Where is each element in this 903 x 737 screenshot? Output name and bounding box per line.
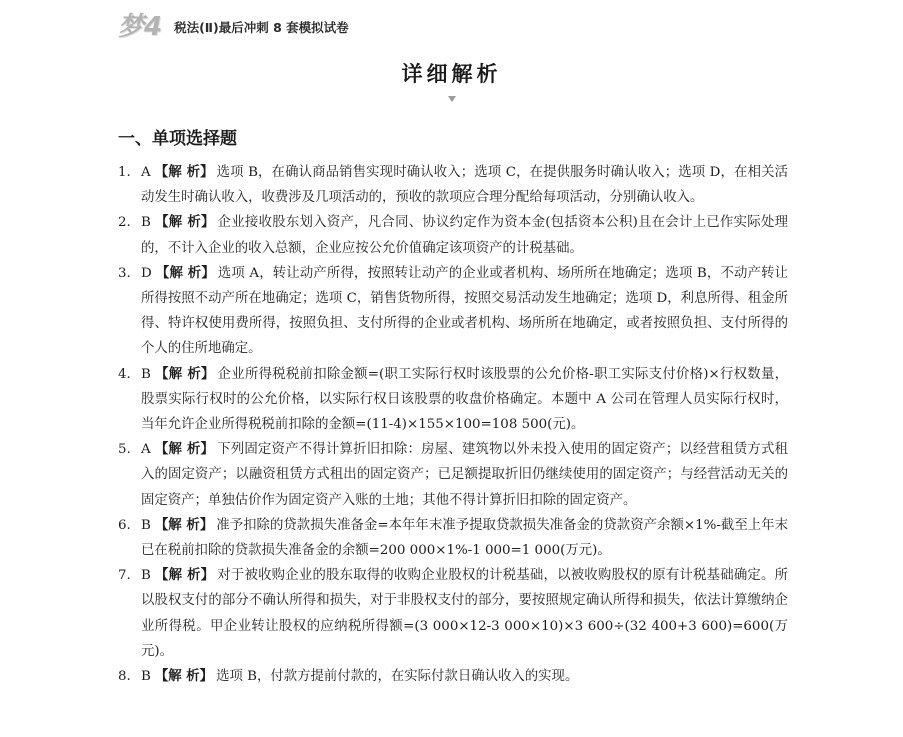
item-text: 企业所得税税前扣除金额=(职工实际行权时该股票的公允价格-职工实际支付价格)×行权数量，股票实际行权时的公允价格，以实际行权日该股票的收盘价格确定。本题中 A 公司在管理人员实际行权时，当年允许企业所得税税前扣除的金额=(11-4)×155×100=108 500(元)。 [141,366,788,433]
answer-item-7 [118,563,788,664]
item-answer: A [141,165,151,180]
answer-item-4 [118,362,788,438]
analysis-tag: 【解 析】 [154,165,214,180]
analysis-tag: 【解 析】 [154,568,215,584]
item-content [141,664,788,689]
answer-item-1 [118,160,788,210]
answer-item-5 [118,437,788,513]
item-answer: D [141,265,152,281]
analysis-tag: 【解 析】 [154,669,214,685]
item-answer: B [141,669,151,685]
part-heading: 一、单项选择题 [118,129,237,149]
page-header [118,4,349,44]
item-number: 1. [118,165,131,180]
item-text: 选项 B，在确认商品销售实现时确认收入；选项 C，在提供服务时确认收入；选项 D，在相关活动发生时确认收入，收费涉及几项活动的，预收的款项应合理分配给每项活动，分别确认收入。 [141,165,788,206]
item-number: 3. [118,265,131,281]
item-number: 4. [118,366,131,382]
section-title: 详细解析 [401,62,502,86]
item-number: 6. [118,517,131,533]
item-content [141,437,788,513]
analysis-tag: 【解 析】 [154,215,215,231]
item-answer: B [141,568,151,584]
title-marker-icon [448,96,456,102]
item-answer: B [141,215,151,231]
analysis-tag: 【解 析】 [154,442,215,458]
item-number: 2. [118,215,131,231]
analysis-tag: 【解 析】 [154,366,215,382]
analysis-tag: 【解 析】 [154,517,214,533]
series-logo: 梦4 [118,11,163,42]
answer-item-8 [118,664,788,689]
item-number: 8. [118,669,131,685]
item-text: 准予扣除的贷款损失准备金=本年年末准予提取贷款损失准备金的贷款资产余额×1%-截至上年末已在税前扣除的贷款损失准备金的余额=200 000×1%-1 000=1 000(万元)。 [141,517,788,559]
item-number: 5. [118,442,131,458]
item-content [141,513,788,563]
item-content [141,160,788,210]
item-content [141,563,788,664]
item-text: 对于被收购企业的股东取得的收购企业股权的计税基础，以被收购股权的原有计税基础确定。所以股权支付的部分不确认所得和损失，对于非股权支付的部分，要按照规定确认所得和损失，依法计算缴纳企业所得税。甲企业转让股权的应纳税所得额=(3 000×12-3 000×10)×3 600÷(32 400+3 600)=600(万元)。 [141,568,789,659]
item-content [141,210,788,260]
item-text: 企业接收股东划入资产，凡合同、协议约定作为资本金(包括资本公积)且在会计上已作实际处理的，不计入企业的收入总额，企业应按公允价值确定该项资产的计税基础。 [141,215,788,256]
analysis-tag: 【解 析】 [155,265,215,281]
item-content [141,362,788,438]
item-number: 7. [118,568,131,584]
item-answer: B [141,366,151,382]
item-text: 选项 B，付款方提前付款的，在实际付款日确认收入的实现。 [216,669,579,685]
item-text: 选项 A，转让动产所得，按照转让动产的企业或者机构、场所所在地确定；选项 B，不动产转让所得按照不动产所在地确定；选项 C，销售货物所得，按照交易活动发生地确定；选项 D，利息所得、租金所得、特许权使用费所得，按照负担、支付所得的企业或者机构、场所所在地确定，或者按照负担、支付所得的个人的住所地确定。 [141,265,788,357]
item-text: 下列固定资产不得计算折旧扣除：房屋、建筑物以外未投入使用的固定资产；以经营租赁方式租入的固定资产；以融资租赁方式租出的固定资产；已足额提取折旧仍继续使用的固定资产；与经营活动无关的固定资产；单独估价作为固定资产入账的土地；其他不得计算折旧扣除的固定资产。 [141,442,788,508]
answer-item-3 [118,261,788,362]
item-content [141,261,788,362]
item-answer: B [141,517,151,533]
answer-item-6 [118,513,788,563]
item-answer: A [141,442,151,458]
book-title: 税法(Ⅱ)最后冲刺 8 套模拟试卷 [174,20,349,35]
answer-list [118,160,788,689]
answer-item-2 [118,210,788,260]
